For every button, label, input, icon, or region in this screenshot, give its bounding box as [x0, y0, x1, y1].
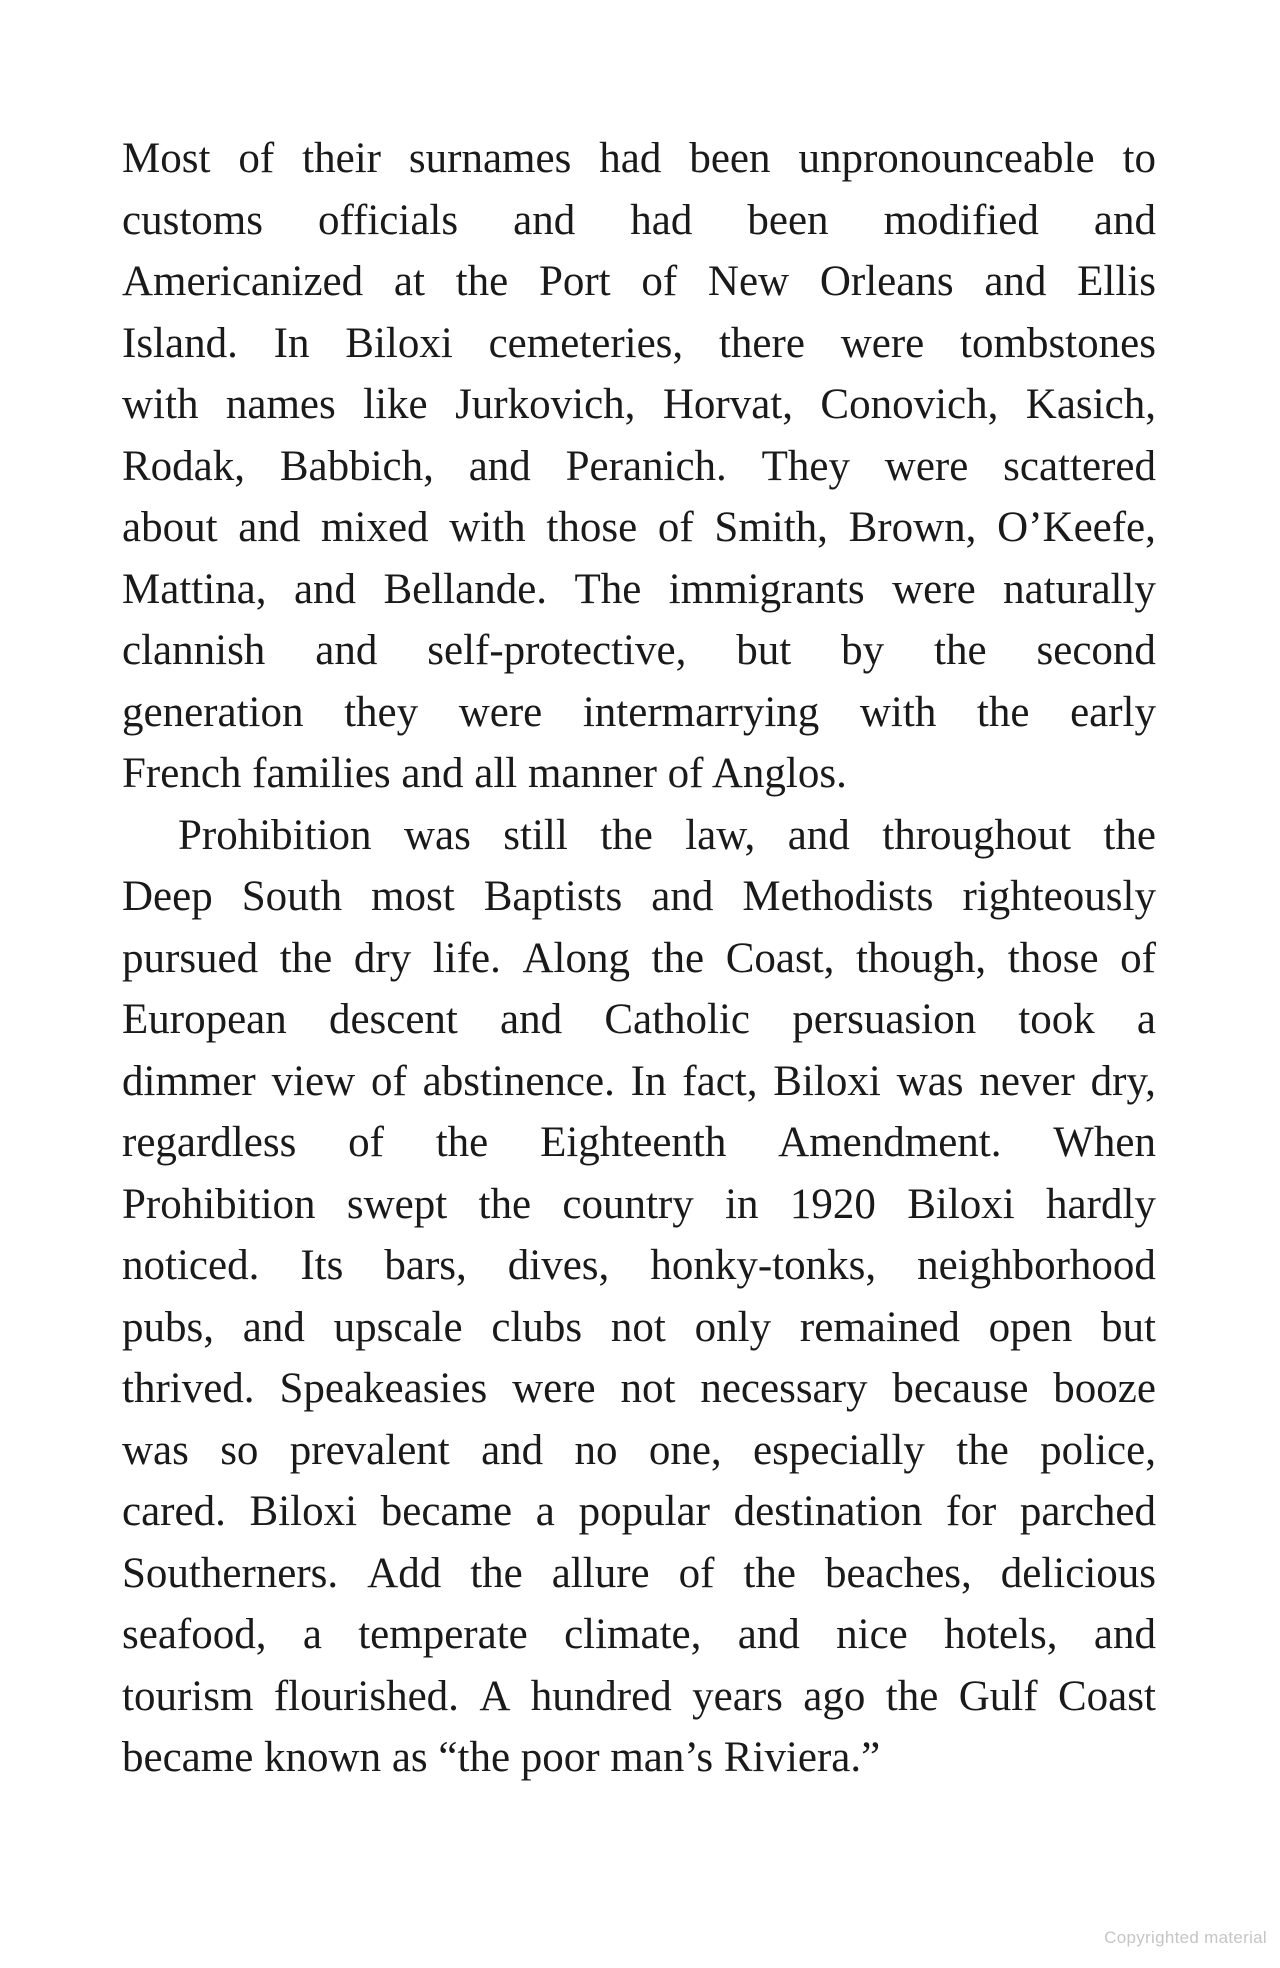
word: Add — [367, 1549, 442, 1597]
text-line — [122, 1112, 1156, 1174]
word: and — [737, 1611, 800, 1658]
word: second — [1036, 627, 1156, 674]
word: and — [1093, 196, 1156, 244]
word: righteously — [962, 873, 1156, 920]
word: Biloxi — [249, 1488, 358, 1535]
word: been — [747, 196, 829, 244]
word: they — [344, 688, 419, 736]
word: and — [1093, 1611, 1156, 1658]
word: but — [1101, 1303, 1156, 1351]
text-line — [122, 436, 1156, 498]
text-line — [122, 989, 1156, 1051]
word: seafood, — [122, 1611, 267, 1658]
word: abstinence. — [422, 1057, 615, 1105]
text-line — [122, 620, 1156, 682]
word: Orleans — [819, 258, 954, 305]
word: police, — [1040, 1426, 1156, 1474]
word: so — [220, 1426, 259, 1474]
word: were — [884, 442, 969, 490]
word: to — [1122, 135, 1156, 182]
word: cemeteries, — [488, 319, 684, 367]
word: nice — [836, 1611, 908, 1658]
word: a — [535, 1488, 555, 1535]
word: the — [956, 1426, 1009, 1474]
word: had — [599, 135, 662, 182]
word: with — [859, 688, 937, 736]
word: of — [657, 504, 694, 551]
word: most — [371, 873, 455, 920]
word: and — [787, 811, 850, 859]
word: Prohibition — [178, 811, 372, 859]
word: Along — [522, 934, 630, 982]
word: neighborhood — [917, 1242, 1156, 1289]
word: climate, — [564, 1611, 702, 1658]
text-line — [122, 1666, 1156, 1728]
word: They — [761, 442, 850, 490]
word: dives, — [507, 1242, 610, 1289]
word: In — [273, 319, 310, 367]
word: of — [678, 1549, 715, 1597]
word: open — [988, 1303, 1073, 1351]
word: throughout — [882, 811, 1071, 859]
word: naturally — [1003, 565, 1156, 613]
word: self-protective, — [427, 627, 687, 674]
text-line — [122, 251, 1156, 313]
word: those — [1007, 934, 1099, 982]
text-line — [122, 1235, 1156, 1297]
word: Methodists — [742, 873, 934, 920]
word: especially — [753, 1426, 925, 1474]
word: the — [455, 258, 509, 305]
word: Catholic — [604, 996, 751, 1043]
word: not — [610, 1303, 666, 1351]
word: remained — [799, 1303, 960, 1351]
word: law, — [685, 811, 756, 859]
word: mixed — [321, 504, 429, 551]
word: because — [892, 1365, 1029, 1412]
text-line — [122, 1051, 1156, 1113]
word: a — [1136, 996, 1156, 1043]
word: but — [736, 627, 792, 674]
word: Jurkovich, — [455, 381, 636, 428]
word: only — [694, 1303, 772, 1351]
word: popular — [578, 1488, 710, 1535]
word: unpronounceable — [798, 135, 1095, 182]
word: and — [481, 1426, 544, 1474]
word: life. — [432, 934, 501, 982]
word: at — [393, 258, 425, 305]
word: were — [458, 688, 543, 736]
word: Its — [300, 1242, 344, 1289]
word: in — [725, 1180, 759, 1228]
word: Amendment. — [778, 1119, 1002, 1166]
word: and — [242, 1303, 305, 1351]
word: and — [238, 504, 301, 551]
word: When — [1053, 1119, 1156, 1166]
word: beaches, — [824, 1549, 972, 1597]
word: with — [122, 381, 199, 428]
word: pubs, — [122, 1303, 214, 1351]
word: for — [946, 1488, 997, 1535]
word: Bellande. — [383, 565, 548, 613]
word: still — [503, 811, 568, 859]
word: and — [468, 442, 531, 490]
word: were — [892, 565, 976, 613]
word: their — [302, 135, 381, 182]
word: Americanized — [122, 258, 364, 305]
word: and — [984, 258, 1047, 305]
page-text — [122, 128, 1156, 1789]
word: necessary — [700, 1365, 868, 1412]
word: those — [546, 504, 638, 551]
word: tombstones — [960, 319, 1156, 367]
text-line — [122, 1604, 1156, 1666]
text-line — [122, 928, 1156, 990]
word: Biloxi — [773, 1057, 881, 1105]
word: the — [976, 688, 1030, 736]
word: customs — [122, 196, 263, 244]
word: Deep — [122, 873, 213, 920]
text-line — [122, 805, 1156, 867]
word: names — [225, 381, 336, 428]
word: ago — [803, 1672, 866, 1720]
word: the — [1103, 811, 1156, 859]
word: the — [600, 811, 653, 859]
word: and — [500, 996, 563, 1043]
word: European — [122, 996, 287, 1043]
word: became — [380, 1488, 513, 1535]
word: parched — [1019, 1488, 1156, 1535]
word: Babbich, — [279, 442, 434, 490]
word: Port — [538, 258, 611, 305]
word: by — [841, 627, 885, 674]
word: fact, — [682, 1057, 758, 1105]
word: of — [1120, 934, 1156, 982]
word: was — [896, 1057, 964, 1105]
word: prevalent — [289, 1426, 450, 1474]
word: O’Keefe, — [997, 504, 1156, 551]
word: took — [1018, 996, 1095, 1043]
word: regardless — [122, 1119, 297, 1166]
word: view — [271, 1057, 356, 1105]
word: Peranich. — [565, 442, 727, 490]
word: Smith, — [714, 504, 828, 551]
word: hardly — [1046, 1180, 1156, 1228]
word: modified — [883, 196, 1039, 244]
word: dry — [353, 934, 412, 982]
word: Conovich, — [820, 381, 999, 428]
word: was — [403, 811, 471, 859]
word: allure — [551, 1549, 650, 1597]
text-line — [122, 1297, 1156, 1359]
word: Baptists — [483, 873, 623, 920]
word: the — [743, 1549, 796, 1597]
word: clubs — [491, 1303, 583, 1351]
word: was — [122, 1426, 189, 1474]
word: with — [449, 504, 526, 551]
word: Most — [122, 135, 211, 182]
word: the — [279, 934, 333, 982]
word: generation — [122, 688, 304, 736]
word: temperate — [358, 1611, 528, 1658]
word: and — [293, 565, 357, 613]
word: In — [630, 1057, 667, 1105]
word: upscale — [333, 1303, 463, 1351]
text-line — [122, 497, 1156, 559]
text-line: became known as “the poor man’s Riviera.” — [122, 1734, 881, 1781]
word: booze — [1053, 1365, 1156, 1412]
word: Eighteenth — [540, 1119, 727, 1166]
word: Southerners. — [122, 1549, 339, 1597]
word: and — [315, 627, 378, 674]
word: flourished. — [273, 1672, 459, 1720]
word: the — [478, 1180, 532, 1228]
word: and — [651, 873, 714, 920]
word: were — [512, 1365, 596, 1412]
word: immigrants — [668, 565, 865, 613]
word: pursued — [122, 934, 259, 982]
word: of — [238, 135, 275, 182]
word: one, — [648, 1426, 722, 1474]
word: hundred — [530, 1672, 672, 1720]
word: no — [574, 1426, 618, 1474]
word: A — [479, 1672, 511, 1720]
word: descent — [328, 996, 458, 1043]
word: Speakeasies — [279, 1365, 488, 1412]
word: the — [885, 1672, 939, 1720]
word: a — [302, 1611, 322, 1658]
word: Prohibition — [122, 1180, 316, 1228]
text-line — [122, 128, 1156, 190]
word: of — [370, 1057, 407, 1105]
word: scattered — [1003, 442, 1156, 490]
word: the — [651, 934, 705, 982]
text-line — [122, 1174, 1156, 1236]
word: been — [689, 135, 771, 182]
word: early — [1070, 688, 1156, 736]
text-line — [122, 559, 1156, 621]
word: cared. — [122, 1488, 226, 1535]
word: Rodak, — [122, 442, 246, 490]
word: Biloxi — [345, 319, 453, 367]
word: officials — [317, 196, 459, 244]
text-line — [122, 313, 1156, 375]
text-line — [122, 190, 1156, 252]
word: surnames — [408, 135, 572, 182]
word: dry, — [1090, 1057, 1156, 1105]
word: destination — [733, 1488, 923, 1535]
word: New — [707, 258, 790, 305]
word: noticed. — [122, 1242, 260, 1289]
word: intermarrying — [582, 688, 820, 736]
word: Coast — [1057, 1672, 1156, 1720]
word: swept — [346, 1180, 448, 1228]
word: the — [435, 1119, 489, 1166]
word: thrived. — [122, 1365, 255, 1412]
word: had — [630, 196, 693, 244]
word: of — [348, 1119, 384, 1166]
word: persuasion — [792, 996, 977, 1043]
word: there — [718, 319, 805, 367]
text-line — [122, 1420, 1156, 1482]
word: honky-tonks, — [650, 1242, 877, 1289]
word: Island. — [122, 319, 238, 367]
word: never — [979, 1057, 1075, 1105]
word: country — [562, 1180, 694, 1228]
copyright-watermark: Copyrighted material — [1104, 1928, 1267, 1947]
text-line — [122, 1358, 1156, 1420]
text-line — [122, 866, 1156, 928]
word: and — [513, 196, 576, 244]
text-line — [122, 682, 1156, 744]
word: Coast, — [725, 934, 835, 982]
word: years — [692, 1672, 783, 1720]
word: Mattina, — [122, 565, 267, 613]
word: were — [840, 319, 925, 367]
word: 1920 — [789, 1180, 876, 1228]
word: Biloxi — [907, 1180, 1015, 1228]
word: Brown, — [848, 504, 977, 551]
word: the — [934, 627, 987, 674]
word: though, — [855, 934, 987, 982]
word: like — [363, 381, 428, 428]
word: clannish — [122, 627, 266, 674]
text-line — [122, 374, 1156, 436]
word: tourism — [122, 1672, 254, 1720]
word: of — [641, 258, 678, 305]
word: The — [574, 565, 642, 613]
word: Horvat, — [662, 381, 793, 428]
text-line — [122, 1543, 1156, 1605]
word: Kasich, — [1025, 381, 1156, 428]
word: the — [470, 1549, 523, 1597]
word: Gulf — [958, 1672, 1038, 1720]
word: hotels, — [944, 1611, 1058, 1658]
text-line: French families and all manner of Anglos. — [122, 750, 847, 797]
word: Ellis — [1077, 258, 1156, 305]
word: about — [122, 504, 218, 551]
word: bars, — [384, 1242, 467, 1289]
word: not — [620, 1365, 676, 1412]
text-line — [122, 1481, 1156, 1543]
word: dimmer — [122, 1057, 256, 1105]
word: delicious — [1000, 1549, 1156, 1597]
word: South — [241, 873, 343, 920]
